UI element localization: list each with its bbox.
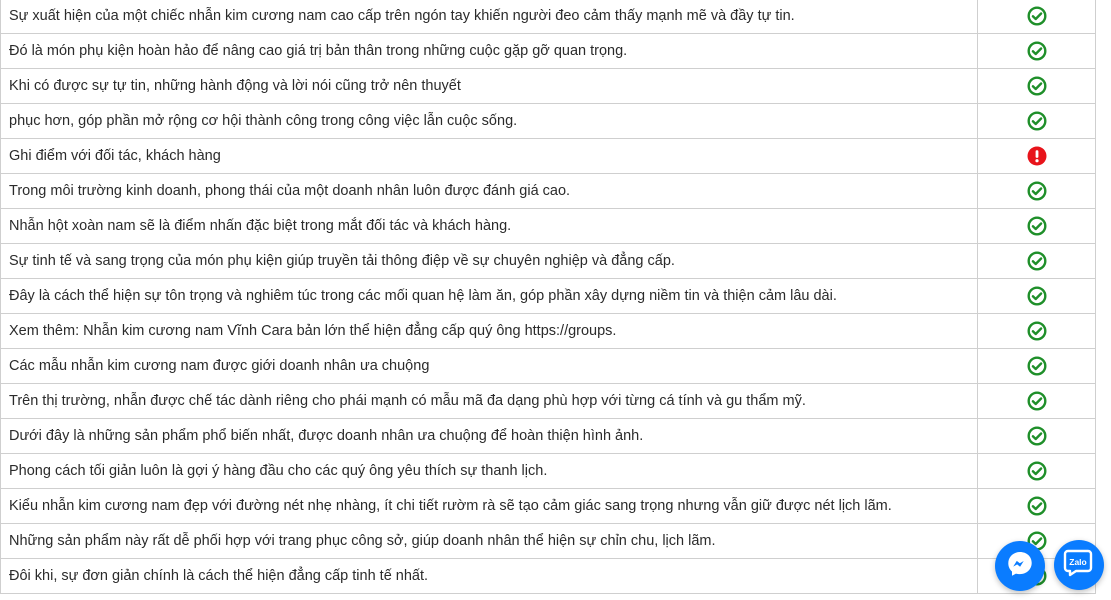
check-circle-icon (1027, 496, 1047, 516)
check-circle-icon (1027, 321, 1047, 341)
row-status (978, 69, 1096, 104)
row-text: Sự tinh tế và sang trọng của món phụ kiện giúp truyền tải thông điệp về sự chuyên nghiệp và đẳng cấp. (1, 244, 978, 279)
row-status (978, 454, 1096, 489)
exclamation-circle-icon (1027, 146, 1047, 166)
row-text: Phong cách tối giản luôn là gợi ý hàng đầu cho các quý ông yêu thích sự thanh lịch. (1, 454, 978, 489)
row-status (978, 139, 1096, 174)
row-status (978, 314, 1096, 349)
row-text: Những sản phẩm này rất dễ phối hợp với trang phục công sở, giúp doanh nhân thể hiện sự chỉn chu, lịch lãm. (1, 524, 978, 559)
zalo-button[interactable] (1054, 540, 1104, 590)
check-circle-icon (1027, 356, 1047, 376)
row-text: Dưới đây là những sản phẩm phổ biến nhất, được doanh nhân ưa chuộng để hoàn thiện hình ảnh. (1, 419, 978, 454)
row-text: Trên thị trường, nhẫn được chế tác dành riêng cho phái mạnh có mẫu mã đa dạng phù hợp với từng cá tính và gu thẩm mỹ. (1, 384, 978, 419)
messenger-icon (1005, 549, 1035, 584)
row-text: Sự xuất hiện của một chiếc nhẫn kim cương nam cao cấp trên ngón tay khiến người đeo cảm thấy mạnh mẽ và đầy tự tin. (1, 0, 978, 34)
table-row (1, 384, 1096, 419)
row-status (978, 349, 1096, 384)
table-row (1, 139, 1096, 174)
table-row (1, 419, 1096, 454)
row-status (978, 0, 1096, 34)
table-row (1, 0, 1096, 34)
messenger-button[interactable] (995, 541, 1045, 591)
check-circle-icon (1027, 41, 1047, 61)
check-circle-icon (1027, 426, 1047, 446)
row-status (978, 34, 1096, 69)
row-text: Ghi điểm với đối tác, khách hàng (1, 139, 978, 174)
table-row (1, 279, 1096, 314)
check-circle-icon (1027, 181, 1047, 201)
row-status (978, 244, 1096, 279)
table-row (1, 104, 1096, 139)
row-status (978, 209, 1096, 244)
check-circle-icon (1027, 111, 1047, 131)
table-row (1, 559, 1096, 594)
table-row (1, 34, 1096, 69)
row-text: Khi có được sự tự tin, những hành động và lời nói cũng trở nên thuyết (1, 69, 978, 104)
table-row (1, 244, 1096, 279)
table-row (1, 69, 1096, 104)
row-status (978, 104, 1096, 139)
check-circle-icon (1027, 286, 1047, 306)
table-row (1, 524, 1096, 559)
row-text: Đó là món phụ kiện hoàn hảo để nâng cao giá trị bản thân trong những cuộc gặp gỡ quan trọng. (1, 34, 978, 69)
row-status (978, 174, 1096, 209)
check-circle-icon (1027, 216, 1047, 236)
check-circle-icon (1027, 6, 1047, 26)
zalo-icon (1062, 546, 1096, 585)
row-text: Đây là cách thể hiện sự tôn trọng và nghiêm túc trong các mối quan hệ làm ăn, góp phần xây dựng niềm tin và thiện cảm lâu dài. (1, 279, 978, 314)
table-row (1, 454, 1096, 489)
table-row (1, 209, 1096, 244)
row-status (978, 279, 1096, 314)
row-text: Trong môi trường kinh doanh, phong thái của một doanh nhân luôn được đánh giá cao. (1, 174, 978, 209)
row-text: Xem thêm: Nhẫn kim cương nam Vĩnh Cara bản lớn thể hiện đẳng cấp quý ông https://groups. (1, 314, 978, 349)
check-circle-icon (1027, 391, 1047, 411)
table-row (1, 314, 1096, 349)
zalo-label: Zalo (1069, 556, 1087, 567)
check-circle-icon (1027, 251, 1047, 271)
check-results-body (1, 0, 1096, 594)
row-text: Các mẫu nhẫn kim cương nam được giới doanh nhân ưa chuộng (1, 349, 978, 384)
row-status (978, 384, 1096, 419)
row-text: phục hơn, góp phần mở rộng cơ hội thành công trong công việc lẫn cuộc sống. (1, 104, 978, 139)
check-circle-icon (1027, 461, 1047, 481)
table-row (1, 349, 1096, 384)
check-circle-icon (1027, 76, 1047, 96)
row-text: Nhẫn hột xoàn nam sẽ là điểm nhấn đặc biệt trong mắt đối tác và khách hàng. (1, 209, 978, 244)
table-row (1, 489, 1096, 524)
row-status (978, 489, 1096, 524)
table-row (1, 174, 1096, 209)
row-status (978, 419, 1096, 454)
row-text: Kiểu nhẫn kim cương nam đẹp với đường nét nhẹ nhàng, ít chi tiết rườm rà sẽ tạo cảm giác sang trọng nhưng vẫn giữ được nét lịch lãm. (1, 489, 978, 524)
row-text: Đôi khi, sự đơn giản chính là cách thể hiện đẳng cấp tinh tế nhất. (1, 559, 978, 594)
